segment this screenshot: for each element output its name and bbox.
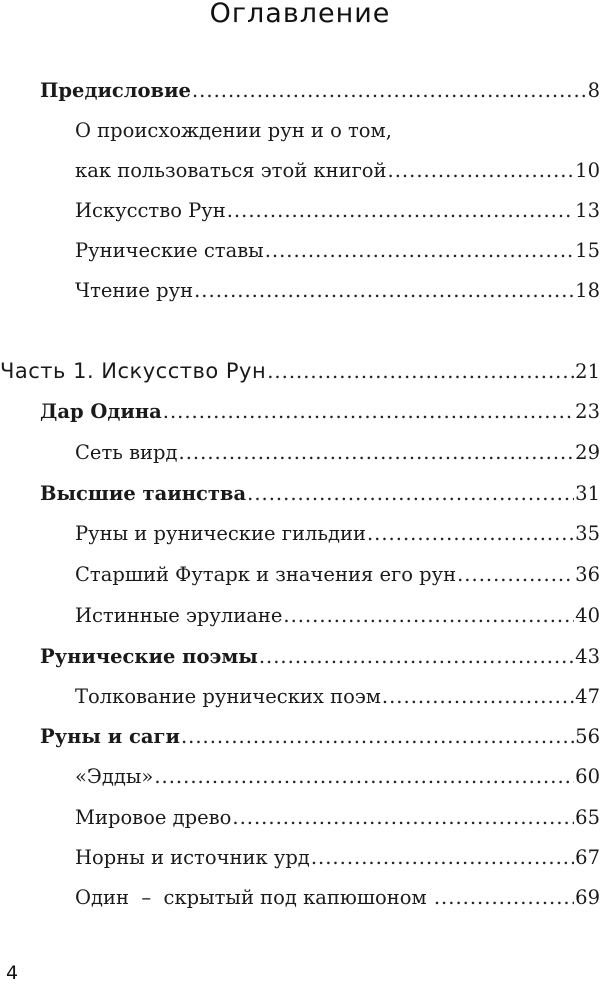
toc-leader <box>283 603 574 629</box>
toc-entry-page: 23 <box>575 400 600 423</box>
toc-entry-label: Дар Одина <box>40 400 162 423</box>
toc-entry-page: 60 <box>575 765 600 788</box>
toc-entry-page: 21 <box>575 360 600 383</box>
toc-entry-label: О происхождении рун и о том, <box>75 119 392 142</box>
toc-entry-elder-futhark[interactable] <box>75 562 600 588</box>
toc-entry-label: Рунические поэмы <box>40 645 258 668</box>
toc-entry-rune-poems[interactable] <box>40 644 600 670</box>
toc-entry-page: 47 <box>575 685 600 708</box>
toc-leader <box>181 724 574 750</box>
toc-leader <box>434 885 574 911</box>
toc-leader <box>154 764 574 790</box>
toc-entry-label: Норны и источник урд <box>75 846 310 869</box>
toc-entry-label: Высшие таинства <box>40 482 247 505</box>
toc-leader <box>265 238 574 264</box>
toc-entry-label: Искусство Рун <box>75 199 226 222</box>
toc-entry-label: Чтение рун <box>75 279 194 302</box>
toc-entry-label: как пользоваться этой книгой <box>75 159 387 182</box>
toc-entry-label: Один – скрытый под капюшоном <box>75 886 433 909</box>
toc-entry-label: Руны и саги <box>40 725 180 748</box>
toc-leader <box>194 278 574 304</box>
toc-entry-norns[interactable] <box>75 845 600 871</box>
toc-entry-page: 36 <box>575 563 600 586</box>
toc-leader <box>259 644 574 670</box>
toc-entry-label: Часть 1. Искусство Рун <box>0 359 267 383</box>
toc-entry-preface[interactable] <box>40 78 600 104</box>
toc-leader <box>247 481 574 507</box>
toc-entry-page: 69 <box>575 886 600 909</box>
toc-leader <box>311 845 574 871</box>
toc-entry-page: 18 <box>575 279 600 302</box>
toc-entry-page: 10 <box>575 159 600 182</box>
toc-entry-world-tree[interactable] <box>75 805 600 831</box>
toc-leader <box>382 684 574 710</box>
toc-entry-origin-line1[interactable] <box>75 118 600 144</box>
toc-leader <box>457 562 574 588</box>
toc-entry-runes-and-sagas[interactable] <box>40 724 600 750</box>
toc-entry-page: 56 <box>575 725 600 748</box>
toc-entry-reading-runes[interactable] <box>75 278 600 304</box>
toc-leader <box>367 521 574 547</box>
toc-entry-origin-line2[interactable] <box>75 158 600 184</box>
toc-entry-label: Старший Футарк и значения его рун <box>75 563 457 586</box>
toc-entry-web-of-wyrd[interactable] <box>75 440 600 466</box>
toc-entry-higher-mysteries[interactable] <box>40 481 600 507</box>
toc-entry-label: Сеть вирд <box>75 441 178 464</box>
toc-entry-page: 15 <box>575 239 600 262</box>
toc-entry-page: 8 <box>587 79 600 102</box>
toc-entry-odins-gift[interactable] <box>40 399 600 425</box>
toc-entry-page: 67 <box>575 846 600 869</box>
toc-entry-page: 35 <box>575 522 600 545</box>
toc-entry-eddas[interactable] <box>75 764 600 790</box>
toc-entry-page: 29 <box>575 441 600 464</box>
toc-entry-label: Толкование рунических поэм <box>75 685 381 708</box>
toc-leader <box>192 78 587 104</box>
toc-leader <box>179 440 575 466</box>
toc-entry-rune-staves[interactable] <box>75 238 600 264</box>
toc-leader <box>232 805 574 831</box>
toc-entry-interpreting-poems[interactable] <box>75 684 600 710</box>
toc-entry-page: 43 <box>575 645 600 668</box>
page-number: 4 <box>6 962 19 984</box>
toc-entry-page: 40 <box>575 604 600 627</box>
toc-entry-rune-guilds[interactable] <box>75 521 600 547</box>
toc-entry-label: Истинные эрулиане <box>75 604 283 627</box>
toc-entry-label: Мировое древо <box>75 806 232 829</box>
toc-entry-true-erilaz[interactable] <box>75 603 600 629</box>
toc-entry-label: Предисловие <box>40 79 191 102</box>
toc-leader <box>163 399 574 425</box>
toc-entry-page: 13 <box>575 199 600 222</box>
toc-entry-label: «Эдды» <box>75 765 154 788</box>
toc-entry-page: 65 <box>575 806 600 829</box>
toc-entry-part-1[interactable] <box>0 358 600 385</box>
toc-leader <box>267 359 574 385</box>
toc-entry-label: Руны и рунические гильдии <box>75 522 366 545</box>
toc-title: Оглавление <box>209 0 391 29</box>
toc-entry-art-of-runes-intro[interactable] <box>75 198 600 224</box>
toc-entry-page: 31 <box>575 482 600 505</box>
toc-leader <box>388 158 575 184</box>
toc-entry-odin-hooded[interactable] <box>75 885 600 911</box>
toc-entry-label: Рунические ставы <box>75 239 264 262</box>
toc-leader <box>227 198 574 224</box>
